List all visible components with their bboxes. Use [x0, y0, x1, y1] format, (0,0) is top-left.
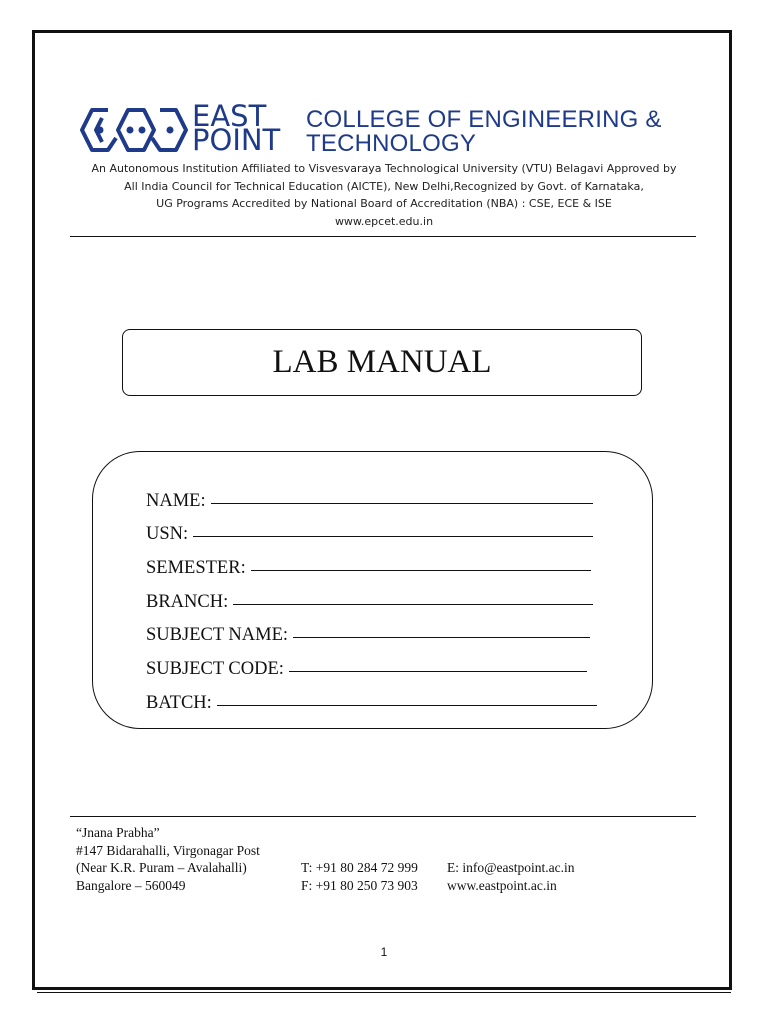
footer-address [76, 824, 260, 894]
field-label-batch: BATCH: [146, 692, 212, 713]
footer-divider [70, 816, 696, 817]
logo-word-east: EAST [192, 99, 267, 133]
east-point-logo-icon [78, 104, 190, 156]
affiliation-line: All India Council for Technical Education (AICTE), New Delhi,Recognized by Govt. of Karnataka, [124, 179, 644, 193]
website-link[interactable]: www.eastpoint.ac.in [447, 877, 557, 893]
phone-number: T: +91 80 284 72 999 [301, 860, 418, 875]
affiliation-line: An Autonomous Institution Affiliated to Visvesvaraya Technological University (VTU) Belagavi Approved by [91, 162, 677, 175]
form-row-usn [146, 512, 597, 546]
college-logo [78, 99, 698, 166]
form-row-batch [146, 680, 597, 714]
address-line: (Near K.R. Puram – Avalahalli) [76, 860, 247, 875]
form-row-branch [146, 579, 597, 613]
name-field-line[interactable] [211, 503, 593, 504]
footer-contact-online [447, 859, 575, 894]
college-name-line-1: COLLEGE OF ENGINEERING & [306, 106, 662, 133]
header-divider [70, 236, 696, 237]
field-label-subject-name: SUBJECT NAME: [146, 625, 289, 646]
logo-wordmark [192, 99, 302, 157]
email-link[interactable]: E: info@eastpoint.ac.in [447, 860, 575, 875]
college-name-line-2: TECHNOLOGY [306, 130, 477, 157]
form-row-semester [146, 545, 597, 579]
field-label-name: NAME: [146, 490, 206, 511]
footer-contact-numbers [301, 859, 418, 894]
subject-name-field-line[interactable] [293, 637, 590, 638]
page-title: LAB MANUAL [272, 344, 492, 380]
field-label-branch: BRANCH: [146, 591, 229, 612]
form-row-name [146, 478, 597, 512]
logo-word-point: POINT [192, 123, 281, 157]
subject-code-field-line[interactable] [289, 671, 587, 672]
affiliation-text [40, 160, 728, 230]
field-label-semester: SEMESTER: [146, 558, 246, 579]
field-label-subject-code: SUBJECT CODE: [146, 659, 284, 680]
college-website-link[interactable]: www.epcet.edu.in [334, 214, 434, 228]
form-row-subject-code [146, 646, 597, 680]
address-line: #147 Bidarahalli, Virgonagar Post [76, 842, 260, 858]
batch-field-line[interactable] [217, 705, 597, 706]
college-name [306, 108, 662, 156]
usn-field-line[interactable] [193, 536, 593, 537]
affiliation-line: UG Programs Accredited by National Board of Accreditation (NBA) : CSE, ECE & ISE [156, 197, 612, 210]
fax-number: F: +91 80 250 73 903 [301, 877, 418, 893]
address-line: “Jnana Prabha” [76, 825, 160, 840]
semester-field-line[interactable] [251, 570, 591, 571]
address-line: Bangalore – 560049 [76, 877, 186, 893]
student-details-form [146, 478, 597, 714]
form-row-subject-name [146, 613, 597, 647]
branch-field-line[interactable] [233, 604, 593, 605]
title-box [122, 329, 642, 396]
field-label-usn: USN: [146, 524, 189, 545]
page-number: 1 [380, 945, 388, 959]
